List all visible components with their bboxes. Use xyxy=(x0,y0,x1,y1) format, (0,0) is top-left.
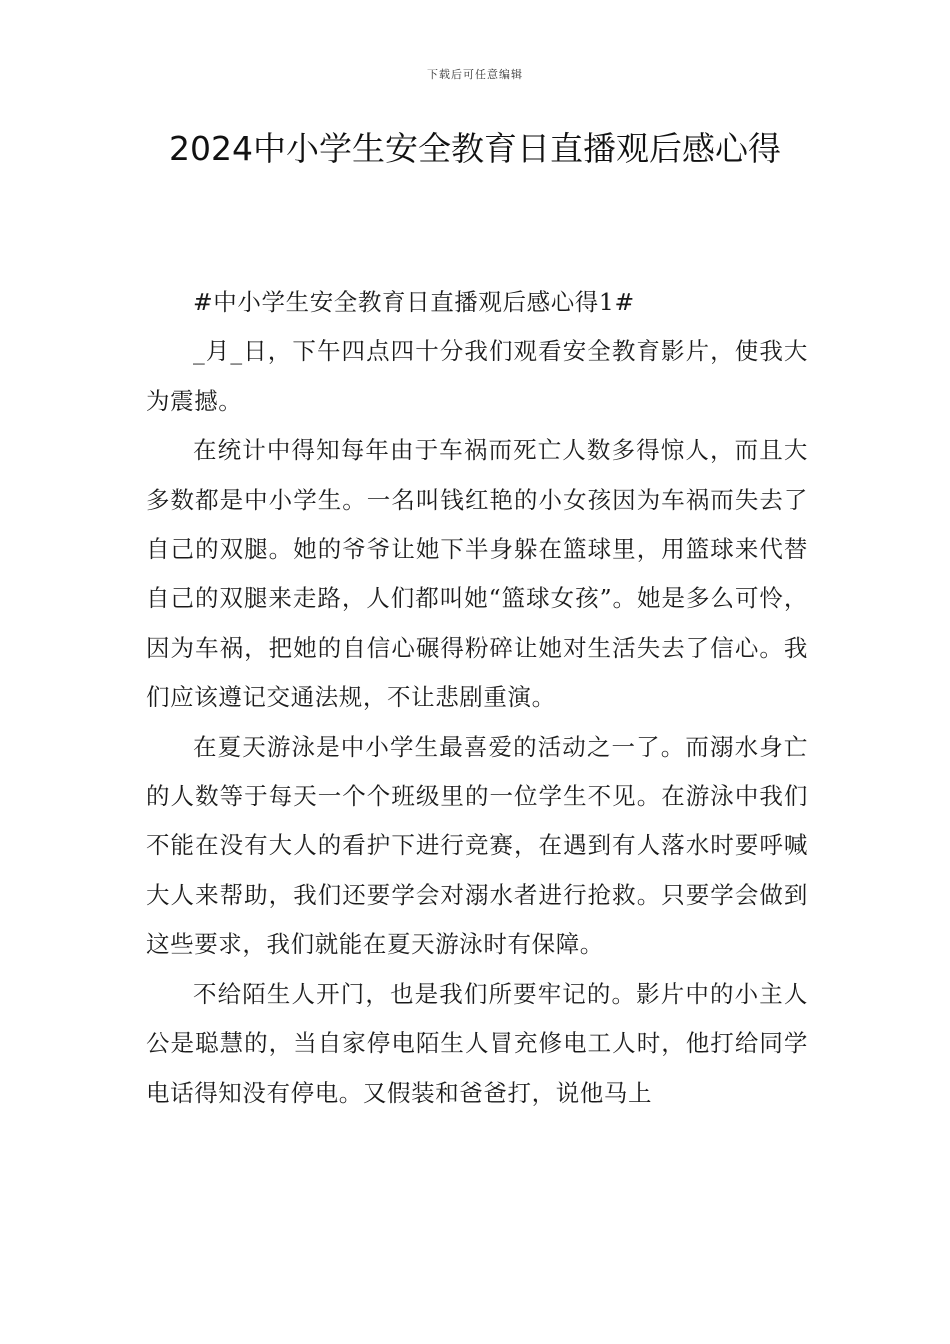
header-note: 下载后可任意编辑 xyxy=(427,68,523,81)
document-body xyxy=(146,278,808,1118)
document-title: 2024中小学生安全教育日直播观后感心得 xyxy=(169,129,781,168)
paragraph: 在统计中得知每年由于车祸而死亡人数多得惊人，而且大多数都是中小学生。一名叫钱红艳的小女孩因为车祸而失去了自己的双腿。她的爷爷让她下半身躲在篮球里，用篮球来代替自己的双腿来走路，人们都叫她“篮球女孩”。她是多么可怜，因为车祸，把她的自信心碾得粉碎让她对生活失去了信心。我们应该遵记交通法规，不让悲剧重演。 xyxy=(146,436,808,712)
paragraph: _月_日，下午四点四十分我们观看安全教育影片，使我大为震撼。 xyxy=(146,337,808,415)
paragraph: 不给陌生人开门，也是我们所要牢记的。影片中的小主人公是聪慧的，当自家停电陌生人冒充修电工人时，他打给同学电话得知没有停电。又假装和爸爸打，说他马上 xyxy=(146,979,808,1107)
paragraph: 在夏天游泳是中小学生最喜爱的活动之一了。而溺水身亡的人数等于每天一个个班级里的一位学生不见。在游泳中我们不能在没有大人的看护下进行竞赛，在遇到有人落水时要呼喊大人来帮助，我们还要学会对溺水者进行抢救。只要学会做到这些要求，我们就能在夏天游泳时有保障。 xyxy=(146,732,808,959)
section-heading: #中小学生安全教育日直播观后感心得1# xyxy=(193,288,635,316)
